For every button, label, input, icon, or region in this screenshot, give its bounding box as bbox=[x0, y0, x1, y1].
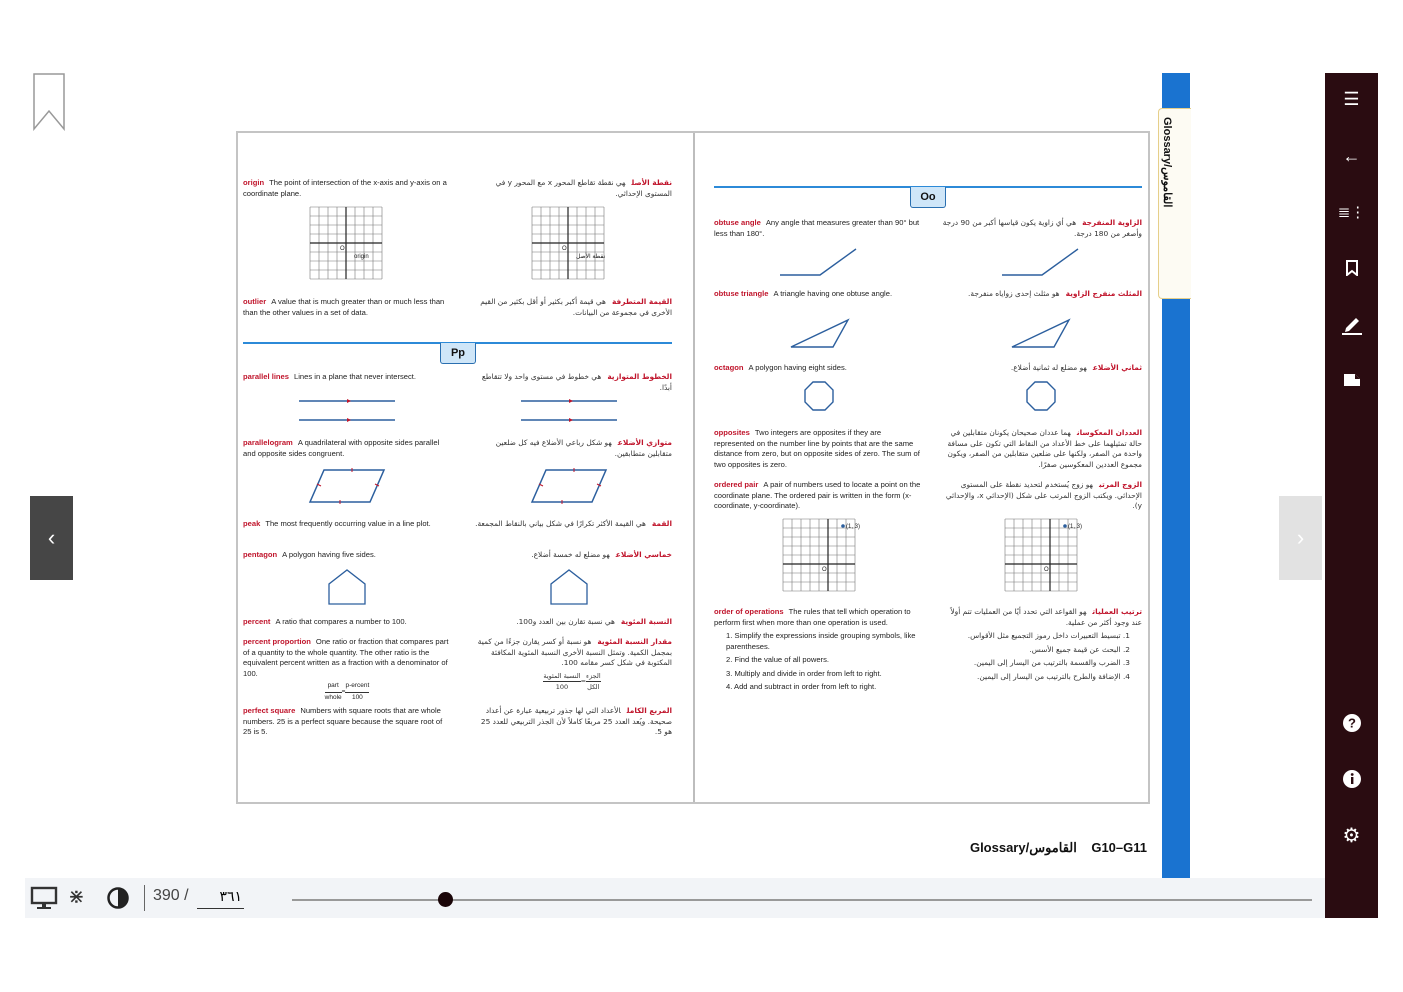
display-mode-button[interactable] bbox=[30, 886, 58, 916]
book-spread bbox=[236, 131, 1150, 804]
obtuse-angle-figure bbox=[1000, 245, 1080, 321]
pentagon-figure bbox=[327, 568, 407, 644]
glossary-entry-ar bbox=[942, 607, 1142, 685]
glossary-term: percent bbox=[243, 617, 271, 626]
glossary-definition-ar: هو زوج يُستخدم لتحديد نقطة على المستوى الإحداثي. ويكتب الزوج المرتب على شكل (الإحداثي x، والإحداثي y). bbox=[945, 480, 1142, 510]
graph-label: (1, 3) bbox=[1068, 524, 1083, 530]
denominator: 100 bbox=[555, 683, 569, 691]
glossary-entry-ar bbox=[942, 363, 1142, 374]
glossary-term-ar: القيمة المتطرفة bbox=[611, 297, 672, 306]
glossary-entry-en bbox=[714, 289, 922, 300]
congruence-marks bbox=[317, 468, 379, 504]
glossary-definition: Any angle that measures greater than 90° but less than 180°. bbox=[714, 218, 920, 238]
step-item-ar: 1. تبسيط التعبيرات داخل رموز التجميع مثل الأقواس. bbox=[967, 631, 1130, 640]
glossary-term: obtuse triangle bbox=[714, 289, 769, 298]
parallel-tick bbox=[347, 399, 351, 403]
glossary-definition: A value that is much greater than or much less than than the other values in a set of data. bbox=[243, 297, 445, 317]
glossary-definition: The rules that tell which operation to perform first when more than one operation is used. bbox=[714, 607, 911, 627]
glossary-entry-en bbox=[714, 218, 922, 239]
origin-zero-label: O bbox=[822, 567, 827, 573]
glossary-definition-ar: هي خطوط في مستوى واحد ولا تتقاطع أبدًا. bbox=[481, 372, 672, 392]
glossary-definition-ar: هو مثلث إحدى زواياه منفرجة. bbox=[968, 289, 1060, 298]
glossary-entry-en bbox=[243, 617, 451, 628]
fraction-left bbox=[325, 681, 342, 704]
glossary-term: ordered pair bbox=[714, 480, 759, 489]
glossary-term: peak bbox=[243, 519, 261, 528]
ordered-pair-graph-figure bbox=[783, 519, 863, 595]
chevron-left-icon: ‹ bbox=[47, 525, 56, 550]
glossary-term-ar: مقدار النسبة المئوية bbox=[597, 637, 672, 646]
glossary-term-ar: ثماني الأضلاع bbox=[1092, 363, 1142, 372]
bottom-toolbar bbox=[25, 878, 1325, 918]
octagon-shape bbox=[805, 382, 833, 410]
glossary-entry-en bbox=[243, 519, 451, 530]
fraction-ar bbox=[472, 671, 672, 693]
glossary-term: opposites bbox=[714, 428, 750, 437]
menu-button[interactable] bbox=[1325, 79, 1378, 119]
glossary-term: perfect square bbox=[243, 706, 296, 715]
toc-list-icon: ≣⋮ bbox=[1337, 204, 1366, 221]
glossary-definition: Two integers are opposites if they are represented on the number line by points that are the same distance from zero, but on opposite sides of zero. The sum of two opposites is zero. bbox=[714, 428, 920, 469]
glossary-entry-en bbox=[243, 297, 451, 318]
angle-rays bbox=[780, 249, 856, 275]
point-marker bbox=[1063, 524, 1067, 528]
step-item-ar: 2. البحث عن قيمة جميع الأسس. bbox=[1029, 644, 1130, 654]
section-letter-badge-o: Oo bbox=[910, 187, 946, 208]
glossary-definition: A triangle having one obtuse angle. bbox=[773, 289, 893, 298]
notes-button[interactable] bbox=[1325, 360, 1378, 400]
glossary-term: parallel lines bbox=[243, 372, 290, 381]
toolbar-divider bbox=[144, 885, 145, 911]
bookmark-page-button[interactable] bbox=[33, 73, 65, 136]
glossary-definition: A polygon having eight sides. bbox=[748, 363, 847, 372]
glossary-term: outlier bbox=[243, 297, 267, 306]
fraction-right-ar bbox=[543, 671, 580, 693]
footer-pages: G10–G11 bbox=[1091, 840, 1147, 855]
pentagon-shape bbox=[551, 570, 587, 604]
settings-button[interactable] bbox=[1325, 815, 1378, 855]
glossary-term-ar: العددان المعكوسان bbox=[1076, 428, 1142, 437]
congruence-marks bbox=[539, 468, 601, 504]
numerator: النسبة المئوية bbox=[543, 671, 580, 683]
numerator: الجزء bbox=[586, 671, 601, 683]
help-button[interactable] bbox=[1325, 703, 1378, 743]
parallel-tick bbox=[569, 418, 573, 422]
page-spine bbox=[693, 133, 695, 802]
step-item: 2. Find the value of all powers. bbox=[726, 655, 829, 664]
equals-sign: = bbox=[341, 688, 346, 696]
fraction-left-ar bbox=[586, 671, 601, 693]
collapse-arrows-icon: ⋇ bbox=[68, 886, 85, 908]
parallel-tick bbox=[347, 418, 351, 422]
glossary-definition-ar: هو شكل رباعي الأضلاع فيه كل ضلعين متقابلين متطابقين. bbox=[495, 438, 672, 458]
glossary-entry-ar bbox=[942, 428, 1142, 470]
glossary-entry-en bbox=[714, 428, 922, 470]
glossary-definition: A quadrilateral with opposite sides parallel and opposite sides congruent. bbox=[243, 438, 440, 458]
glossary-definition: The most frequently occurring value in a line plot. bbox=[265, 519, 431, 528]
glossary-definition-ar: هما عددان صحيحان يكونان متقابلين في حالة تمثيلهما على خط الأعداد من النقاط التي تكون على مسافة واحدة من الصفر، ولكنها على ضلعين متقابلين من الصفر، ويكون مجموع العددين المعكوسين صفرًا. bbox=[947, 428, 1142, 469]
glossary-definition: A ratio that compares a number to 100. bbox=[275, 617, 407, 626]
point-marker bbox=[841, 524, 845, 528]
graph-label: (1, 3) bbox=[846, 524, 861, 530]
monitor-icon bbox=[30, 886, 58, 910]
glossary-term-ar: الزاوية المنفرجة bbox=[1082, 218, 1142, 227]
steps-list-ar bbox=[942, 631, 1130, 682]
step-item: 4. Add and subtract in order from left to right. bbox=[726, 682, 877, 691]
obtuse-angle-figure bbox=[778, 245, 858, 321]
page-number-input[interactable] bbox=[197, 886, 244, 909]
glossary-term-ar: نقطة الأصل bbox=[631, 178, 672, 187]
parallelogram-figure bbox=[310, 468, 390, 544]
origin-graph-figure bbox=[310, 207, 390, 283]
glossary-term-ar: الخطوط المتوازية bbox=[607, 372, 672, 381]
glossary-definition-ar: الأعداد التي لها جذور تربيعية عبارة عن أعداد صحيحة. ويُعد العدد 25 مربعًا كاملاً لأن الجذر التربيعي للعدد 25 هو 5. bbox=[480, 706, 672, 736]
glossary-entry-en bbox=[243, 706, 451, 738]
glossary-definition: A polygon having five sides. bbox=[282, 550, 376, 559]
glossary-term-ar: النسبة المئوية bbox=[620, 617, 672, 626]
glossary-definition: One ratio or fraction that compares part of a quantity to the whole quantity. The other ratio is the equivalent percent written as a fraction with a denominator of 100. bbox=[243, 637, 449, 678]
total-pages: 390 / bbox=[153, 887, 189, 904]
glossary-entry-en bbox=[714, 363, 922, 374]
glossary-entry-en bbox=[714, 480, 922, 512]
chevron-right-icon: › bbox=[1296, 525, 1305, 550]
parallelogram-shape bbox=[532, 470, 606, 502]
parallel-lines-figure bbox=[297, 396, 377, 472]
origin-zero-label: O bbox=[562, 246, 567, 252]
footer-section: Glossary/القاموس bbox=[969, 840, 1077, 855]
glossary-entry-ar bbox=[472, 372, 672, 393]
bookmark-icon bbox=[1346, 260, 1358, 276]
glossary-term-ar: المثلث منفرج الزاوية bbox=[1065, 289, 1142, 298]
help-icon bbox=[1342, 713, 1362, 733]
menu-icon: ☰ bbox=[1343, 88, 1360, 109]
origin-graph-figure bbox=[532, 207, 612, 283]
fit-screen-button[interactable] bbox=[68, 884, 85, 909]
glossary-definition: The point of intersection of the x-axis and y-axis on a coordinate plane. bbox=[243, 178, 447, 198]
glossary-entry-ar bbox=[472, 617, 672, 628]
glossary-term-ar: متوازي الأضلاع bbox=[617, 438, 672, 447]
numerator: part bbox=[325, 681, 342, 693]
glossary-definition-ar: هو مضلع له خمسة أضلاع. bbox=[531, 550, 610, 559]
bookmark-icon bbox=[33, 73, 65, 131]
glossary-definition-ar: هي نسبة تقارن بين العدد و100. bbox=[516, 617, 615, 626]
contrast-button[interactable] bbox=[106, 886, 130, 916]
parallelogram-figure bbox=[532, 468, 612, 544]
page-footer bbox=[940, 840, 1147, 856]
glossary-entry-ar bbox=[942, 218, 1142, 239]
origin-zero-label: O bbox=[1044, 567, 1049, 573]
glossary-term: parallelogram bbox=[243, 438, 293, 447]
glossary-definition-ar: هي القيمة الأكثر تكرارًا في شكل بياني بالنقاط المجمعة. bbox=[475, 519, 646, 528]
steps-list bbox=[726, 631, 922, 693]
triangle-shape bbox=[791, 320, 848, 347]
triangle-shape bbox=[1012, 320, 1069, 347]
glossary-term-ar: الزوج المرتب bbox=[1098, 480, 1142, 489]
denominator: 100 bbox=[351, 693, 363, 701]
pen-icon bbox=[1341, 313, 1363, 335]
step-item: 3. Multiply and divide in order from left to right. bbox=[726, 668, 882, 678]
glossary-definition-ar: هو نسبة أو كسر يقارن جزءًا من كمية بمجمل الكمية. وتمثل النسبة الأخرى النسبة المئوية المكافئة المكتوبة في شكل كسر مقامه 100. bbox=[477, 637, 672, 667]
glossary-definition-ar: هي أي زاوية يكون قياسها أكبر من 90 درجة وأصغر من 180 درجة. bbox=[942, 218, 1142, 238]
glossary-term: octagon bbox=[714, 363, 744, 372]
info-icon bbox=[1342, 769, 1362, 789]
glossary-entry-en bbox=[243, 372, 451, 383]
chapter-tab-label: Glossary/القاموس bbox=[1161, 117, 1173, 208]
glossary-definition-ar: هي نقطة تقاطع المحور x مع المحور y في المستوى الإحداثي. bbox=[495, 178, 672, 198]
pentagon-shape bbox=[329, 570, 365, 604]
ordered-pair-graph-figure bbox=[1005, 519, 1085, 595]
glossary-definition: Lines in a plane that never intersect. bbox=[294, 372, 417, 381]
glossary-entry-ar bbox=[472, 178, 672, 199]
glossary-entry-ar bbox=[472, 637, 672, 693]
annotate-button[interactable] bbox=[1325, 304, 1378, 344]
glossary-entry-ar bbox=[942, 289, 1142, 300]
pentagon-figure bbox=[549, 568, 629, 644]
back-button[interactable] bbox=[1325, 136, 1378, 176]
glossary-term: pentagon bbox=[243, 550, 278, 559]
glossary-entry-ar bbox=[942, 480, 1142, 512]
glossary-definition-ar: هي قيمة أكبر بكثير أو أقل بكثير من القيم الأخرى في مجموعة من البيانات. bbox=[480, 297, 672, 317]
graph-label: نقطة الأصل bbox=[576, 254, 606, 260]
graph-label: origin bbox=[354, 254, 369, 260]
step-item: 1. Simplify the expressions inside grouping symbols, like parentheses. bbox=[726, 631, 916, 651]
equals-sign: = bbox=[580, 677, 587, 686]
step-item-ar: 3. الضرب والقسمة بالترتيب من اليسار إلى اليمين. bbox=[973, 658, 1130, 667]
glossary-definition: Numbers with square roots that are whole numbers. 25 is a perfect square because the square root of 25 is 5. bbox=[243, 706, 443, 736]
glossary-definition-ar: هو القواعد التي تحدد أيًا من العمليات تتم أولاً عند وجود أكثر من عملية. bbox=[950, 607, 1142, 627]
parallel-tick bbox=[569, 399, 573, 403]
numerator: p-ercent bbox=[345, 681, 369, 693]
toc-button[interactable] bbox=[1325, 192, 1378, 232]
glossary-term-ar: القمة bbox=[651, 519, 672, 528]
parallelogram-shape bbox=[310, 470, 384, 502]
page-slider[interactable] bbox=[292, 899, 1312, 901]
glossary-entry-en bbox=[243, 550, 451, 561]
glossary-term-ar: خماسي الأضلاع bbox=[615, 550, 672, 559]
glossary-entry-ar bbox=[472, 706, 672, 738]
glossary-term: order of operations bbox=[714, 607, 784, 616]
glossary-term-ar: ترتيب العمليات bbox=[1092, 607, 1142, 616]
note-icon bbox=[1343, 373, 1361, 387]
previous-page-button[interactable] bbox=[30, 496, 73, 580]
right-sidebar bbox=[1325, 73, 1378, 918]
glossary-entry-ar bbox=[472, 519, 672, 530]
glossary-entry-en bbox=[243, 178, 451, 199]
glossary-entry-en bbox=[243, 438, 451, 459]
origin-zero-label: O bbox=[340, 246, 345, 252]
glossary-entry-ar bbox=[472, 297, 672, 318]
glossary-term: obtuse angle bbox=[714, 218, 761, 227]
next-page-button[interactable] bbox=[1279, 496, 1322, 580]
fraction-right bbox=[345, 681, 369, 704]
glossary-entry-ar bbox=[472, 438, 672, 459]
bookmarks-button[interactable] bbox=[1325, 248, 1378, 288]
denominator: whole bbox=[324, 693, 342, 701]
glossary-term-ar: المربع الكامل bbox=[626, 706, 672, 715]
denominator: الكل bbox=[587, 683, 600, 691]
parallel-lines-figure bbox=[519, 396, 599, 472]
glossary-entry-ar bbox=[472, 550, 672, 561]
settings-icon: ⚙ bbox=[1342, 824, 1361, 847]
info-button[interactable] bbox=[1325, 759, 1378, 799]
glossary-term: percent proportion bbox=[243, 637, 311, 646]
octagon-shape bbox=[1027, 382, 1055, 410]
chapter-tab[interactable] bbox=[1158, 108, 1191, 299]
page-slider-handle[interactable] bbox=[438, 892, 453, 907]
section-letter-badge-p: Pp bbox=[440, 343, 476, 364]
step-item-ar: 4. الإضافة والطرح بالترتيب من اليسار إلى اليمين. bbox=[977, 671, 1130, 681]
angle-rays bbox=[1002, 249, 1078, 275]
glossary-term: origin bbox=[243, 178, 265, 187]
glossary-entry-en bbox=[243, 637, 451, 704]
glossary-definition: A pair of numbers used to locate a point on the coordinate plane. The ordered pair is written in the form (x-coordinate, y-coordinate). bbox=[714, 480, 921, 510]
back-arrow-icon: ← bbox=[1342, 145, 1361, 166]
svg-text:?: ? bbox=[1347, 715, 1356, 731]
glossary-definition-ar: هو مضلع له ثمانية أضلاع. bbox=[1010, 363, 1087, 372]
glossary-entry-en bbox=[714, 607, 922, 696]
fraction bbox=[243, 681, 451, 704]
contrast-icon bbox=[106, 886, 130, 910]
